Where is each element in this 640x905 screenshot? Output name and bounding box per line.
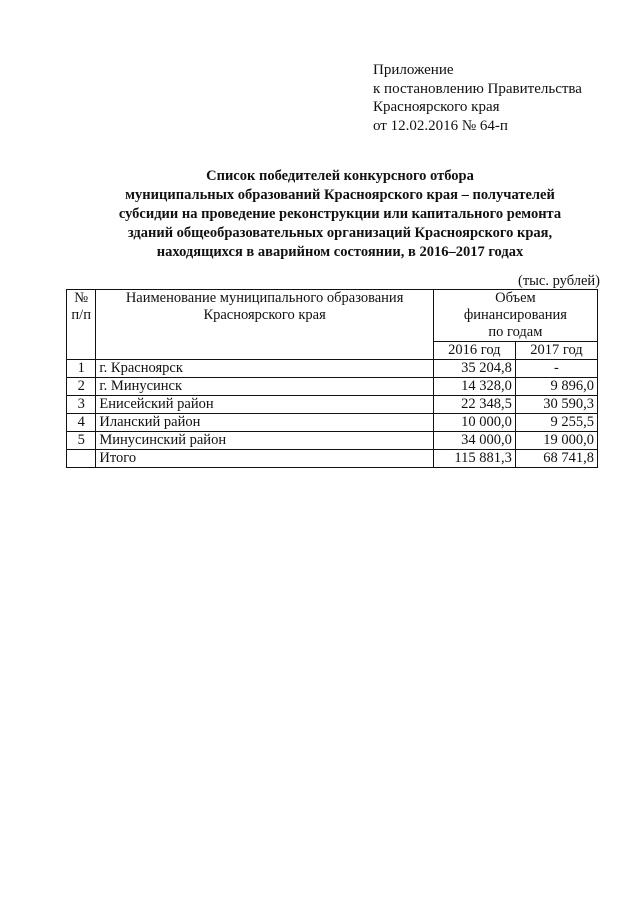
table-row [67, 378, 598, 396]
appendix-line: Красноярского края [373, 99, 500, 115]
table-row [67, 396, 598, 414]
appendix-line: Приложение [373, 62, 454, 78]
total-2016: 115 881,3 [433, 450, 515, 468]
row-name: Минусинский район [96, 432, 433, 450]
title-line: муниципальных образований Красноярского края – получателей [125, 187, 555, 203]
units-label: (тыс. рублей) [518, 273, 600, 289]
row-2017: - [515, 360, 597, 378]
title-line: зданий общеобразовательных организаций Красноярского края, [127, 225, 553, 241]
total-2017: 68 741,8 [515, 450, 597, 468]
winners-table [66, 289, 598, 468]
title-line: находящихся в аварийном состоянии, в 2016–2017 годах [156, 244, 524, 260]
row-number: 4 [67, 414, 96, 432]
row-number: 1 [67, 360, 96, 378]
row-2016: 35 204,8 [433, 360, 515, 378]
header-year-2016: 2016 год [433, 342, 515, 360]
row-2017: 30 590,3 [515, 396, 597, 414]
header-name: Наименование муниципального образования Красноярского края [96, 290, 433, 360]
row-name: г. Красноярск [96, 360, 433, 378]
appendix-line: к постановлению Правительства [373, 80, 582, 97]
table-row [67, 432, 598, 450]
row-2016: 10 000,0 [433, 414, 515, 432]
total-number-cell [67, 450, 96, 468]
header-number: № п/п [67, 290, 96, 360]
total-label: Итого [96, 450, 433, 468]
row-number: 2 [67, 378, 96, 396]
appendix-block [373, 61, 582, 135]
row-2016: 34 000,0 [433, 432, 515, 450]
row-name: Енисейский район [96, 396, 433, 414]
row-2017: 9 255,5 [515, 414, 597, 432]
row-name: г. Минусинск [96, 378, 433, 396]
header-year-2017: 2017 год [515, 342, 597, 360]
row-2016: 14 328,0 [433, 378, 515, 396]
row-name: Иланский район [96, 414, 433, 432]
total-row [67, 450, 598, 468]
row-number: 5 [67, 432, 96, 450]
title-line: субсидии на проведение реконструкции или капитального ремонта [118, 206, 562, 222]
row-2017: 19 000,0 [515, 432, 597, 450]
header-funding: Объем финансирования по годам [433, 290, 597, 342]
table-row [67, 414, 598, 432]
title-line: Список победителей конкурсного отбора [206, 168, 474, 184]
appendix-line: от 12.02.2016 № 64-п [373, 117, 508, 134]
row-2016: 22 348,5 [433, 396, 515, 414]
row-2017: 9 896,0 [515, 378, 597, 396]
row-number: 3 [67, 396, 96, 414]
table-row [67, 360, 598, 378]
document-title [60, 167, 620, 262]
